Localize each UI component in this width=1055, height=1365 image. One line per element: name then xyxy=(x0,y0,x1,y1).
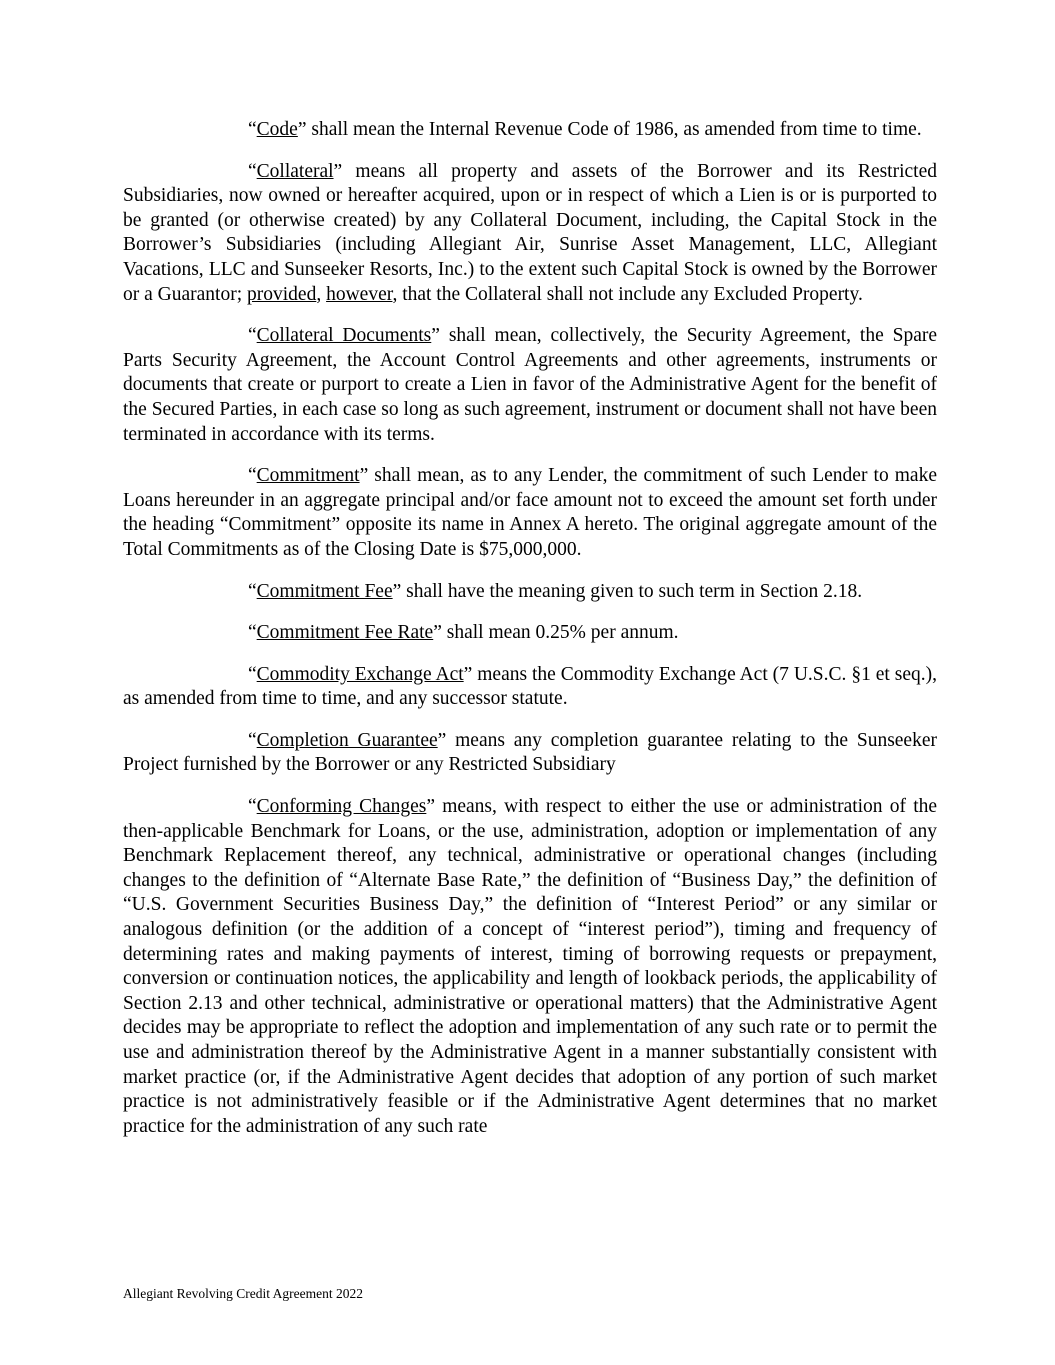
defined-term: however xyxy=(326,283,393,305)
paragraph-text: ” shall mean, as to any Lender, the commitment of such Lender to make Loans hereunder in an aggregate principal and/or face amount not to exceed the amount set forth under the heading “Commitment” opposite its name in Annex A hereto. The original aggregate amount of the Total Commitments as of the Closing Date is $75,000,000. xyxy=(123,465,937,560)
paragraph-commitment-fee xyxy=(123,580,937,605)
paragraph-text: ” means all property and assets of the Borrower and its Restricted Subsidiaries, now owned or hereafter acquired, upon or in respect of which a Lien is or is purported to be granted (or otherwise created) by any Collateral Document, including, the Capital Stock in the Borrower’s Subsidiaries (including Allegiant Air, Sunrise Asset Management, LLC, Allegiant Vacations, LLC and Sunseeker Resorts, Inc.) to the extent such Capital Stock is owned by the Borrower or a Guarantor; xyxy=(123,160,937,305)
paragraph-text: , xyxy=(316,283,327,305)
paragraph-text: “ xyxy=(248,160,257,182)
defined-term: Commodity Exchange Act xyxy=(256,663,464,685)
defined-term: Collateral Documents xyxy=(256,325,432,347)
paragraph-commitment-fee-rate xyxy=(123,621,937,646)
defined-term: Code xyxy=(256,119,298,140)
defined-term: Commitment Fee xyxy=(256,580,393,602)
defined-term: Collateral xyxy=(256,160,334,182)
page-footer: Allegiant Revolving Credit Agreement 2022 xyxy=(123,1286,363,1301)
paragraph-text: “ xyxy=(248,622,257,644)
paragraph-text: ” means, with respect to either the use or administration of the then-applicable Benchmark for Loans, or the use, administration, adoption or implementation of any Benchmark Replacement thereof, any technical, administrative or operational changes (including changes to the definition of “Alternate Base Rate,” the definition of “Business Day,” the definition of “U.S. Government Securities Business Day,” the definition of “Interest Period” or any similar or analogous definition (or the addition of a concept of “interest period”), timing and frequency of determining rates and making payments of interest, timing of borrowing requests or prepayment, conversion or continuation notices, the applicability and length of lookback periods, the applicability of Section 2.13 and other technical, administrative or operational matters) that the Administrative Agent decides may be appropriate to reflect the adoption and implementation of any such rate or to permit the use and administration thereof by the Administrative Agent in a manner substantially consistent with market practice (or, if the Administrative Agent decides that adoption of any portion of such market practice is not administratively feasible or if the Administrative Agent determines that no market practice for the administration of any such rate xyxy=(123,796,938,1137)
paragraph-commodity-exchange-act xyxy=(123,663,937,712)
paragraph-text: ” means any completion guarantee relating to the Sunseeker Project furnished by the Borrower or any Restricted Subsidiary xyxy=(123,729,937,776)
paragraph-text: ” shall mean 0.25% per annum. xyxy=(433,622,679,644)
paragraph-text: ” shall have the meaning given to such term in Section 2.18. xyxy=(392,580,863,602)
paragraph-commitment xyxy=(123,464,937,562)
defined-term: Conforming Changes xyxy=(256,796,427,818)
paragraph-collateral xyxy=(123,160,937,308)
paragraph-text: “ xyxy=(248,325,257,347)
defined-term: Commitment Fee Rate xyxy=(256,622,434,644)
paragraph-collateral-documents xyxy=(123,324,937,447)
paragraph-text: “ xyxy=(248,119,257,140)
defined-term: provided xyxy=(247,283,317,305)
paragraph-text: “ xyxy=(248,729,257,751)
paragraph-text: “ xyxy=(248,465,257,487)
paragraph-text: , that the Collateral shall not include any Excluded Property. xyxy=(392,283,863,305)
paragraph-text: ” shall mean, collectively, the Security Agreement, the Spare Parts Security Agreement, the Account Control Agreements and other agreements, instruments or documents that create or purport to create a Lien in favor of the Administrative Agent for the benefit of the Secured Parties, in each case so long as such agreement, instrument or document shall not have been terminated in accordance with its terms. xyxy=(123,325,938,445)
defined-term: Commitment xyxy=(256,465,360,487)
paragraph-text: “ xyxy=(248,580,257,602)
paragraph-text: “ xyxy=(248,796,257,818)
paragraph-text: ” shall mean the Internal Revenue Code of 1986, as amended from time to time. xyxy=(297,119,922,140)
paragraph-code xyxy=(123,118,937,143)
paragraph-conforming-changes xyxy=(123,795,937,1139)
document-body xyxy=(123,118,937,1156)
defined-term: Completion Guarantee xyxy=(256,729,438,751)
paragraph-text: ” means the Commodity Exchange Act (7 U.S.C. §1 et seq.), as amended from time to time, and any successor statute. xyxy=(123,663,937,710)
paragraph-text: “ xyxy=(248,663,257,685)
paragraph-completion-guarantee xyxy=(123,729,937,778)
